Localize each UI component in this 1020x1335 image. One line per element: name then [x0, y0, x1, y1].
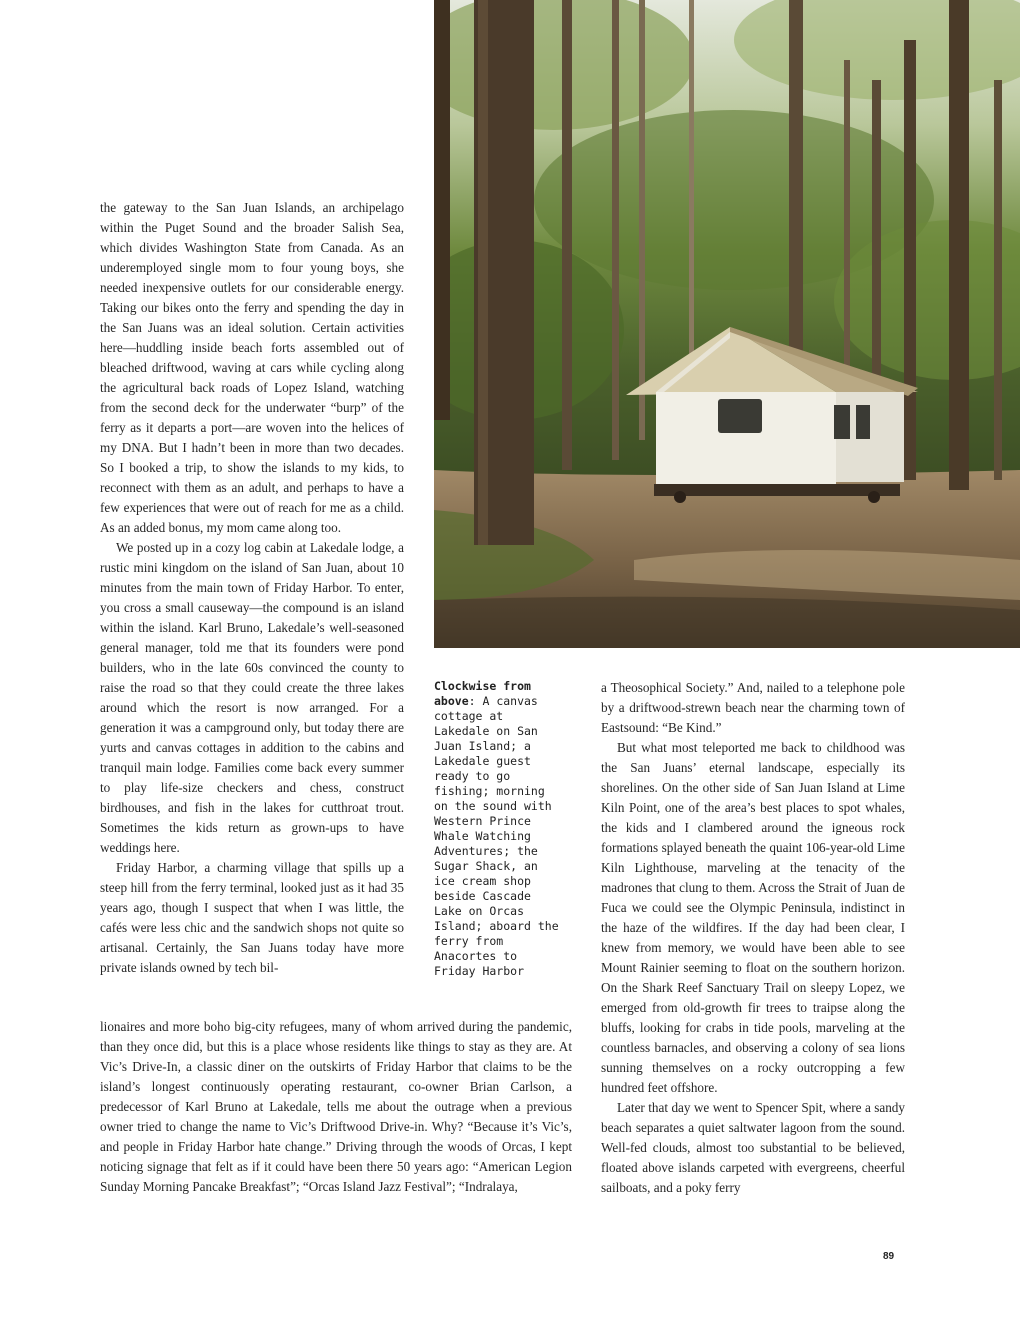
photo-caption [434, 679, 560, 979]
column-one [100, 198, 404, 978]
caption-lead: Clockwise from above [434, 679, 531, 708]
paragraph: Friday Harbor, a charming village that spills up a steep hill from the ferry terminal, looked just as it had 35 years ago, though I suspect that when I was little, the cafés were less chic and the sandwich shops not quite so artisanal. Certainly, the San Juans today have more private islands owned by tech bil- [100, 860, 404, 975]
forest-tent-illustration [434, 0, 1020, 648]
wide-text-block [100, 1017, 572, 1197]
page-number: 89 [883, 1251, 895, 1262]
paragraph: the gateway to the San Juan Islands, an archipelago within the Puget Sound and the broader Salish Sea, which divides Washington State from Canada. As an underemployed single mom to four young boys, she needed inexpensive outlets for our considerable energy. Taking our bikes onto the ferry and spending the day in the San Juans was an ideal solution. Certain activities here—huddling inside beach forts assembled out of bleached driftwood, waving at cars while cycling along the agricultural back roads of Lopez Island, watching from the second deck for the underwater “burp” of the ferry as it departs a port—are woven into the helices of my DNA. But I hadn’t been in more than two decades. So I booked a trip, to show the islands to my kids, to reconnect with them as an adult, and perhaps to have a few experiences that were out of reach for me as a child. As an added bonus, my mom came along too. [100, 200, 404, 535]
paragraph: We posted up in a cozy log cabin at Lakedale lodge, a rustic mini kingdom on the island of San Juan, about 10 minutes from the main town of Friday Harbor. To enter, you cross a small causeway—the compound is an island within the island. Karl Bruno, Lakedale’s well-seasoned general manager, told me that its founders were pond builders, who in the late 60s convinced the county to raise the road so that they could create the three lakes around which the resort is now arranged. For a generation it was a campground only, but today there are yurts and canvas cottages in addition to the cabins and tranquil main lodge. Families come back every summer to play life-size checkers and chess, construct birdhouses, and fish in the lakes for cutthroat trout. Sometimes the kids return as grown-ups to have weddings here. [100, 540, 404, 855]
paragraph: But what most teleported me back to childhood was the San Juans’ eternal landscape, especially its shorelines. On the other side of San Juan Island at Lime Kiln Point, one of the area’s best places to spot whales, the kids and I clambered around the igneous rock formations splayed beneath the quaint 106-year-old Lime Kiln Lighthouse, marveling at the tenacity of the madrones that clung to them. Across the Strait of Juan de Fuca we could see the Olympic Peninsula, indistinct in the haze of the wildfires. If the day had been clear, I knew from memory, we would have been able to see Mount Rainier seeming to float on the southern horizon. On the Shark Reef Sanctuary Trail on sleepy Lopez, we emerged from old-growth fir trees to traipse along the bluffs, looking for crabs in tide pools, marveling at the countless barnacles, and observing a colony of sea lions sunning themselves on a rocky outcropping a few hundred feet offshore. [601, 740, 905, 1095]
paragraph: Later that day we went to Spencer Spit, where a sandy beach separates a quiet saltwater lagoon from the sound. Well-fed clouds, almost too substantial to be believed, floated above islands carpeted with evergreens, cheerful sailboats, and a poky ferry [601, 1100, 905, 1195]
paragraph: a Theosophical Society.” And, nailed to a telephone pole by a driftwood-strewn beach near the charming town of Eastsound: “Be Kind.” [601, 680, 905, 735]
caption-body: : A canvas cottage at Lakedale on San Juan Island; a Lakedale guest ready to go fishing; morning on the sound with Western Prince Whale Watching Adventures; the Sugar Shack, an ice cream shop beside Cascade Lake on Orcas Island; aboard the ferry from Anacortes to Friday Harbor [434, 694, 559, 978]
column-three [601, 678, 905, 1198]
paragraph: lionaires and more boho big-city refugees, many of whom arrived during the pandemic, than they once did, but this is a place whose residents like things to stay as they are. At Vic’s Drive-In, a classic diner on the outskirts of Friday Harbor that claims to be the island’s longest continuously operating restaurant, co-owner Brian Carlson, a predecessor of Karl Bruno at Lakedale, tells me about the outrage when a previous owner tried to change the name to Vic’s Driftwood Drive-in. Why? “Because it’s Vic’s, and people in Friday Harbor hate change.” Driving through the woods of Orcas, I kept noticing signage that felt as if it could have been there 50 years ago: “American Legion Sunday Morning Pancake Breakfast”; “Orcas Island Jazz Festival”; “Indralaya, [100, 1019, 572, 1194]
cottage-photo [434, 0, 1020, 648]
